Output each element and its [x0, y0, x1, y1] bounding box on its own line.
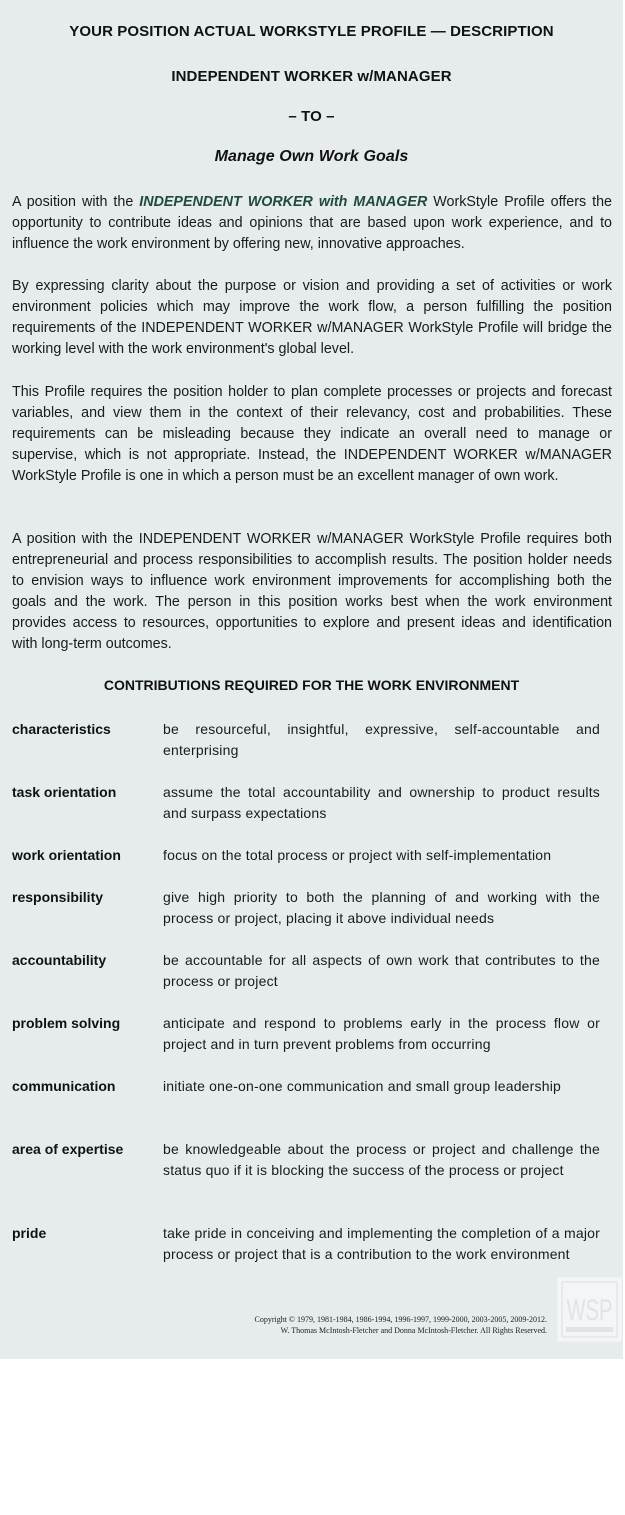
contribution-label: work orientation: [12, 847, 121, 863]
contribution-description: be resourceful, insightful, expressive, self-accountable and enterprising: [163, 721, 600, 758]
svg-text:WSP: WSP: [566, 1294, 613, 1327]
responsibilities-paragraph: A position with the INDEPENDENT WORKER w/MANAGER WorkStyle Profile requires both entrepreneurial and process responsibilities to accomplish results. The position holder needs to envision ways to influence work environment improvements for accomplishing both the goals and the work. The person in this position works best when the work environment provides access to resources, opportunities to explore and present ideas and identification with long-term outcomes.: [12, 531, 612, 652]
profile-name: INDEPENDENT WORKER w/MANAGER: [171, 68, 452, 85]
contribution-label: problem solving: [12, 1015, 121, 1031]
copyright-notice: [254, 1314, 547, 1336]
contribution-description: take pride in conceiving and implementing the completion of a major process or project that is a contribution to the work environment: [163, 1225, 600, 1262]
contribution-description: give high priority to both the planning of and working with the process or project, placing it above individual needs: [163, 889, 600, 926]
to-connector: – TO –: [288, 108, 335, 125]
requirements-paragraph: This Profile requires the position holder to plan complete processes or projects and forecast variables, and view them in the context of their relevancy, cost and probabilities. These requirements can be misleading because they indicate an overall need to manage or supervise, which is not appropriate. Instead, the INDEPENDENT WORKER w/MANAGER WorkStyle Profile is one in which a person must be an excellent manager of own work.: [12, 384, 612, 484]
contributions-heading: CONTRIBUTIONS REQUIRED FOR THE WORK ENVIRONMENT: [103, 677, 520, 693]
document-title: YOUR POSITION ACTUAL WORKSTYLE PROFILE — DESCRIPTION: [69, 23, 554, 40]
contribution-label: responsibility: [12, 889, 104, 905]
authors-line: W. Thomas McIntosh-Fletcher and Donna McIntosh-Fletcher. All Rights Reserved.: [280, 1326, 547, 1335]
contribution-label: characteristics: [12, 721, 111, 737]
copyright-line: Copyright © 1979, 1981-1984, 1986-1994, 1996-1997, 1999-2000, 2003-2005, 2009-2012.: [254, 1315, 547, 1324]
contribution-label: pride: [12, 1225, 47, 1241]
contribution-description: focus on the total process or project with self-implementation: [163, 847, 552, 863]
contribution-description: be accountable for all aspects of own work that contributes to the process or project: [163, 952, 600, 989]
wsp-logo: [557, 1277, 622, 1342]
intro-text-end: WorkStyle Profile offers the opportunity to contribute ideas and opinions that are based upon work experience, and to influence the work environment by offering new, innovative approaches.: [12, 194, 612, 252]
contribution-label: communication: [12, 1078, 116, 1094]
wsp-logo-icon: [558, 1278, 621, 1341]
goal-title: Manage Own Work Goals: [214, 148, 409, 165]
contribution-description: anticipate and respond to problems early in the process flow or project and in turn prevent problems from occurring: [163, 1015, 600, 1052]
contribution-label: accountability: [12, 952, 107, 968]
clarity-paragraph: By expressing clarity about the purpose or vision and providing a set of activities or work environment policies which may improve the work flow, a person fulfilling the position requirements of the INDEPENDENT WORKER w/MANAGER WorkStyle Profile will bridge the working level with the work environment's global level.: [12, 278, 612, 357]
intro-text-start: A position with the: [12, 194, 140, 210]
contribution-description: assume the total accountability and ownership to product results and surpass expectations: [163, 784, 600, 821]
profile-highlight: INDEPENDENT WORKER with MANAGER: [139, 194, 428, 210]
contribution-label: area of expertise: [12, 1141, 124, 1157]
contribution-label: task orientation: [12, 784, 117, 800]
intro-paragraph: [12, 192, 612, 255]
contribution-description: initiate one-on-one communication and small group leadership: [163, 1078, 562, 1094]
contribution-description: be knowledgeable about the process or project and challenge the status quo if it is blocking the success of the process or project: [163, 1141, 600, 1178]
